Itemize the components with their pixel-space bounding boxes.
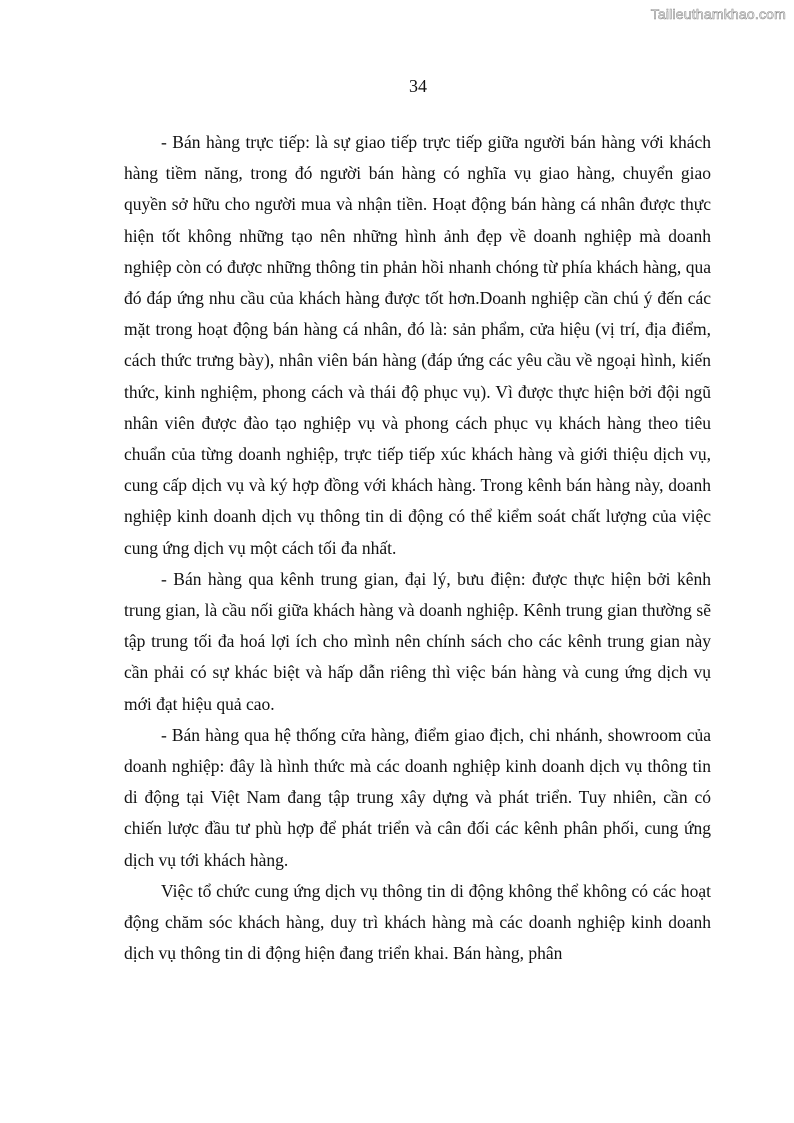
body-text xyxy=(124,127,711,969)
page-number: 34 xyxy=(409,76,427,96)
watermark: Tailieuthamkhao.com xyxy=(650,6,786,22)
paragraph-store-sales: - Bán hàng qua hệ thống cửa hàng, điểm giao địch, chi nhánh, showroom của doanh nghiệp: đây là hình thức mà các doanh nghiệp kinh doanh dịch vụ thông tin di động tại Việt Nam đang tập trung xây dựng và phát triển. Tuy nhiên, cần có chiến lược đầu tư phù hợp để phát triển và cân đối các kênh phân phối, cung ứng dịch vụ tới khách hàng. xyxy=(124,724,711,870)
paragraph-customer-care: Việc tổ chức cung ứng dịch vụ thông tin di động không thể không có các hoạt động chăm sóc khách hàng, duy trì khách hàng mà các doanh nghiệp kinh doanh dịch vụ thông tin di động hiện đang triển khai. Bán hàng, phân xyxy=(124,880,711,964)
paragraph-intermediary-sales: - Bán hàng qua kênh trung gian, đại lý, bưu điện: được thực hiện bởi kênh trung gian, là cầu nối giữa khách hàng và doanh nghiệp. Kênh trung gian thường sẽ tập trung tối đa hoá lợi ích cho mình nên chính sách cho các kênh trung gian này cần phải có sự khác biệt và hấp dẫn riêng thì việc bán hàng và cung ứng dịch vụ mới đạt hiệu quả cao. xyxy=(124,568,711,714)
paragraph-direct-sales: - Bán hàng trực tiếp: là sự giao tiếp trực tiếp giữa người bán hàng với khách hàng tiềm năng, trong đó người bán hàng có nghĩa vụ giao hàng, chuyển giao quyền sở hữu cho người mua và nhận tiền. Hoạt động bán hàng cá nhân được thực hiện tốt không những tạo nên những hình ảnh đẹp về doanh nghiệp mà doanh nghiệp còn có được những thông tin phản hồi nhanh chóng từ phía khách hàng, qua đó đáp ứng nhu cầu của khách hàng được tốt hơn.Doanh nghiệp cần chú ý đến các mặt trong hoạt động bán hàng cá nhân, đó là: sản phẩm, cửa hiệu (vị trí, địa điểm, cách thức trưng bày), nhân viên bán hàng (đáp ứng các yêu cầu về ngoại hình, kiến thức, kinh nghiệm, phong cách và thái độ phục vụ). Vì được thực hiện bởi đội ngũ nhân viên được đào tạo nghiệp vụ và phong cách phục vụ khách hàng theo tiêu chuẩn của từng doanh nghiệp, trực tiếp tiếp xúc khách hàng và giới thiệu dịch vụ, cung cấp dịch vụ và ký hợp đồng với khách hàng. Trong kênh bán hàng này, doanh nghiệp kinh doanh dịch vụ thông tin di động có thể kiểm soát chất lượng của việc cung ứng dịch vụ một cách tối đa nhất. xyxy=(124,132,711,558)
